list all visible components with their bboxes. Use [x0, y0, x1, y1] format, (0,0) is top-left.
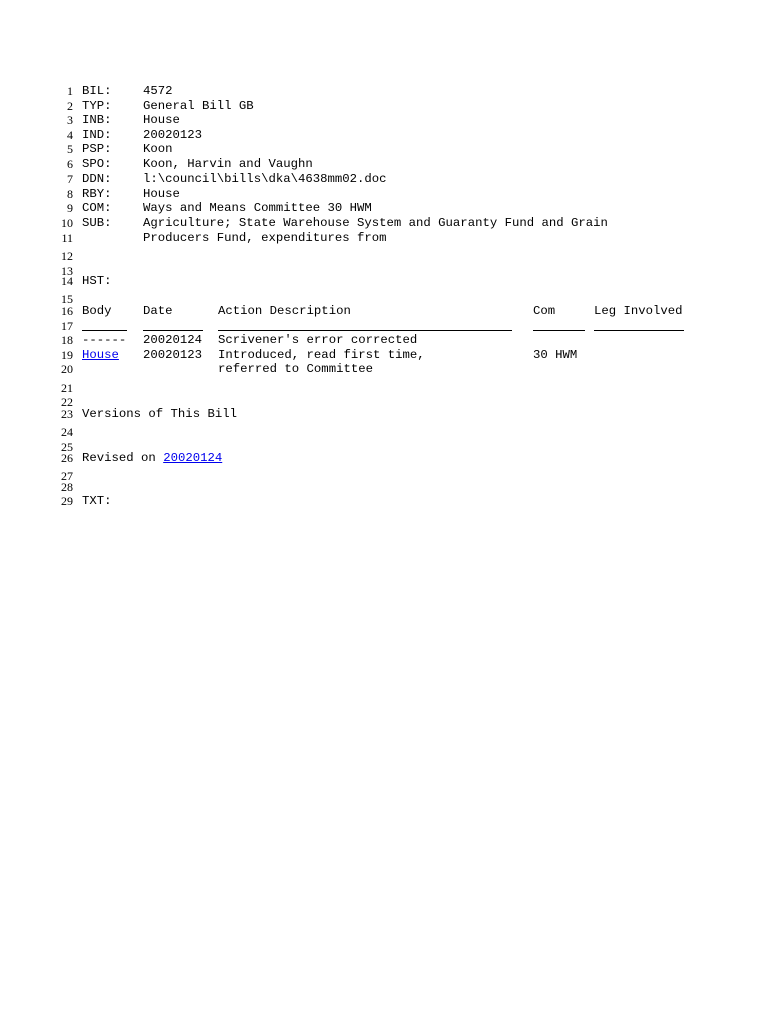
line-number: 19 — [61, 348, 73, 362]
history-header-body: Body — [82, 304, 112, 318]
field-label: INB: — [82, 113, 112, 127]
line-number: 26 — [61, 451, 73, 465]
history-row-action-continuation: referred to Committee — [218, 362, 373, 376]
line-number: 12 — [61, 249, 73, 263]
field-label: BIL: — [82, 84, 112, 98]
house-link[interactable]: House — [82, 348, 119, 362]
line-number: 13 — [61, 264, 73, 278]
field-label: SUB: — [82, 216, 112, 230]
history-row-com: 30 HWM — [533, 348, 578, 362]
line-number: 14 — [61, 274, 73, 288]
header-rule — [594, 330, 684, 331]
field-label: DDN: — [82, 172, 112, 186]
subject-value: Agriculture; State Warehouse System and Guaranty Fund and Grain — [143, 216, 608, 230]
introduced-body-value: House — [143, 113, 180, 127]
revised-line — [82, 451, 222, 465]
field-label: PSP: — [82, 142, 112, 156]
committee-value: Ways and Means Committee 30 HWM — [143, 201, 372, 215]
line-number: 24 — [61, 425, 73, 439]
history-row-date: 20020124 — [143, 333, 203, 347]
line-number: 9 — [67, 201, 73, 215]
line-number: 20 — [61, 362, 73, 376]
line-number: 10 — [61, 216, 73, 230]
line-number: 25 — [61, 440, 73, 454]
history-label: HST: — [82, 274, 112, 288]
field-label: TYP: — [82, 99, 112, 113]
line-number: 5 — [67, 142, 73, 156]
introduced-date-value: 20020123 — [143, 128, 203, 142]
line-number: 2 — [67, 99, 73, 113]
history-header-date: Date — [143, 304, 173, 318]
history-header-leg: Leg Involved — [594, 304, 683, 318]
line-number: 16 — [61, 304, 73, 318]
line-number: 21 — [61, 381, 73, 395]
line-number: 11 — [61, 231, 73, 245]
text-label: TXT: — [82, 494, 112, 508]
header-rule — [218, 330, 512, 331]
line-number: 27 — [61, 469, 73, 483]
field-label: IND: — [82, 128, 112, 142]
subject-continuation: Producers Fund, expenditures from — [143, 231, 387, 245]
history-row-date: 20020123 — [143, 348, 203, 362]
primary-sponsor-value: Koon — [143, 142, 173, 156]
line-number: 23 — [61, 407, 73, 421]
sponsors-value: Koon, Harvin and Vaughn — [143, 157, 313, 171]
versions-title: Versions of This Bill — [82, 407, 237, 421]
field-label: SPO: — [82, 157, 112, 171]
line-number: 17 — [61, 319, 73, 333]
line-number: 1 — [67, 84, 73, 98]
history-header-com: Com — [533, 304, 556, 318]
history-row-body: ------ — [82, 333, 127, 347]
line-number: 7 — [67, 172, 73, 186]
line-number: 8 — [67, 187, 73, 201]
revised-prefix: Revised on — [82, 451, 156, 465]
history-row-action: Scrivener's error corrected — [218, 333, 418, 347]
header-rule — [143, 330, 203, 331]
revised-date-link[interactable]: 20020124 — [163, 451, 223, 465]
document-name-value: l:\council\bills\dka\4638mm02.doc — [143, 172, 387, 186]
history-row-action: Introduced, read first time, — [218, 348, 425, 362]
bill-type-value: General Bill GB — [143, 99, 254, 113]
bill-number-value: 4572 — [143, 84, 173, 98]
line-number: 3 — [67, 113, 73, 127]
field-label: RBY: — [82, 187, 112, 201]
header-rule — [82, 330, 127, 331]
referred-by-value: House — [143, 187, 180, 201]
line-number: 4 — [67, 128, 73, 142]
field-label: COM: — [82, 201, 112, 215]
line-number: 15 — [61, 292, 73, 306]
line-number: 29 — [61, 494, 73, 508]
history-header-action: Action Description — [218, 304, 351, 318]
line-number: 6 — [67, 157, 73, 171]
line-number: 28 — [61, 480, 73, 494]
header-rule — [533, 330, 585, 331]
line-number: 22 — [61, 395, 73, 409]
line-number: 18 — [61, 333, 73, 347]
